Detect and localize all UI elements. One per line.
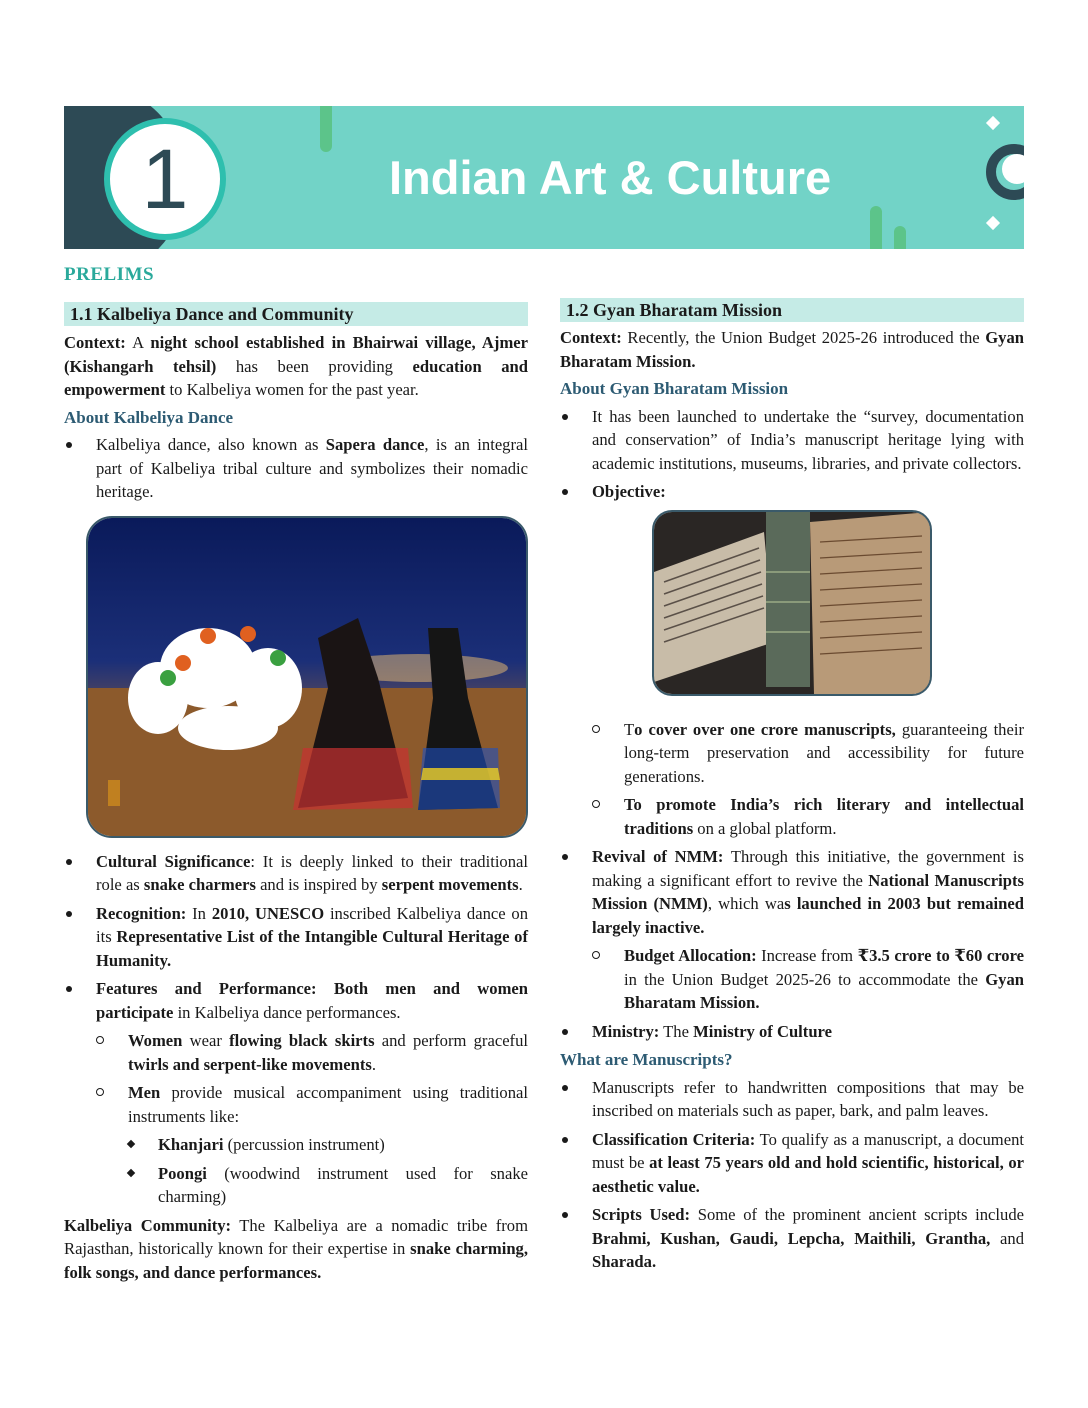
- list-item: Khanjari (percussion instrument): [64, 1133, 528, 1157]
- list-item: Poongi (woodwind instrument used for snake charming): [64, 1162, 528, 1209]
- what-are-manuscripts-heading: What are Manuscripts?: [560, 1050, 733, 1069]
- list-item: To promote India’s rich literary and intellectual traditions on a global platform.: [560, 793, 1024, 840]
- list-item: Budget Allocation: Increase from ₹3.5 crore to ₹60 crore in the Union Budget 2025-26 to accommodate the Gyan Bharatam Mission.: [560, 944, 1024, 1015]
- chapter-number: 1: [104, 118, 226, 240]
- list-item: It has been launched to undertake the “survey, documentation and conservation” of India’s manuscript heritage lying with academic institutions, museums, libraries, and private collectors.: [560, 405, 1024, 476]
- list-item: Features and Performance: Both men and women participate in Kalbeliya dance performances.: [64, 977, 528, 1024]
- list-item: Manuscripts refer to handwritten compositions that may be inscribed on materials such as paper, bark, and palm leaves.: [560, 1076, 1024, 1123]
- banner-dots: [104, 234, 142, 244]
- list-item: To cover over one crore manuscripts, guaranteeing their long-term preservation and accessibility for future generations.: [560, 718, 1024, 789]
- list-item: Classification Criteria: To qualify as a manuscript, a document must be at least 75 years old and hold scientific, historical, or aesthetic value.: [560, 1128, 1024, 1199]
- context-paragraph: Context: A night school established in Bhairwai village, Ajmer (Kishangarh tehsil) has been providing education and empowerment to Kalbeliya women for the past year.: [64, 333, 528, 399]
- section-title-gyan-bharatam: 1.2 Gyan Bharatam Mission: [560, 298, 1024, 322]
- list-item: Revival of NMM: Through this initiative, the government is making a significant effort to revive the National Manuscripts Mission (NMM), which was launched in 2003 but remained largely inactive.: [560, 845, 1024, 939]
- list-item: Kalbeliya dance, also known as Sapera dance, is an integral part of Kalbeliya tribal culture and symbolizes their nomadic heritage.: [64, 433, 528, 504]
- banner-decoration: [320, 106, 332, 152]
- banner-decoration: [986, 216, 1000, 230]
- right-column: [560, 326, 1024, 1279]
- banner-decoration: [1002, 154, 1024, 184]
- section-title-kalbeliya: 1.1 Kalbeliya Dance and Community: [64, 302, 528, 326]
- about-kalbeliya-heading: About Kalbeliya Dance: [64, 407, 234, 427]
- list-item: Ministry: The Ministry of Culture: [560, 1020, 1024, 1044]
- kalbeliya-dance-photo: [86, 516, 528, 838]
- list-item: Cultural Significance: It is deeply linked to their traditional role as snake charmers and is inspired by serpent movements.: [64, 850, 528, 897]
- manuscripts-photo: [652, 510, 932, 696]
- prelims-heading: PRELIMS: [64, 264, 155, 285]
- manuscripts-photo-image: [654, 512, 930, 694]
- list-item: Women wear flowing black skirts and perform graceful twirls and serpent-like movements.: [64, 1029, 528, 1076]
- list-item: Recognition: In 2010, UNESCO inscribed Kalbeliya dance on its Representative List of the Intangible Cultural Heritage of Humanity.: [64, 902, 528, 973]
- banner-decoration: [986, 116, 1000, 130]
- list-item: Men provide musical accompaniment using traditional instruments like:: [64, 1081, 528, 1128]
- chapter-title: Indian Art & Culture: [389, 151, 832, 204]
- list-item: Objective:: [560, 480, 1024, 504]
- chapter-banner: [64, 106, 1024, 249]
- context-paragraph: Context: Recently, the Union Budget 2025-26 introduced the Gyan Bharatam Mission.: [560, 328, 1024, 371]
- kalbeliya-photo-image: [88, 518, 526, 836]
- community-paragraph: Kalbeliya Community: The Kalbeliya are a nomadic tribe from Rajasthan, historically known for their expertise in snake charming, folk songs, and dance performances.: [64, 1215, 529, 1282]
- banner-decoration: [870, 206, 882, 249]
- left-column: [64, 331, 528, 1284]
- banner-decoration: [894, 226, 906, 249]
- list-item: Scripts Used: Some of the prominent ancient scripts include Brahmi, Kushan, Gaudi, Lepcha, Maithili, Grantha, and Sharada.: [560, 1203, 1024, 1274]
- about-gyan-bharatam-heading: About Gyan Bharatam Mission: [560, 379, 789, 398]
